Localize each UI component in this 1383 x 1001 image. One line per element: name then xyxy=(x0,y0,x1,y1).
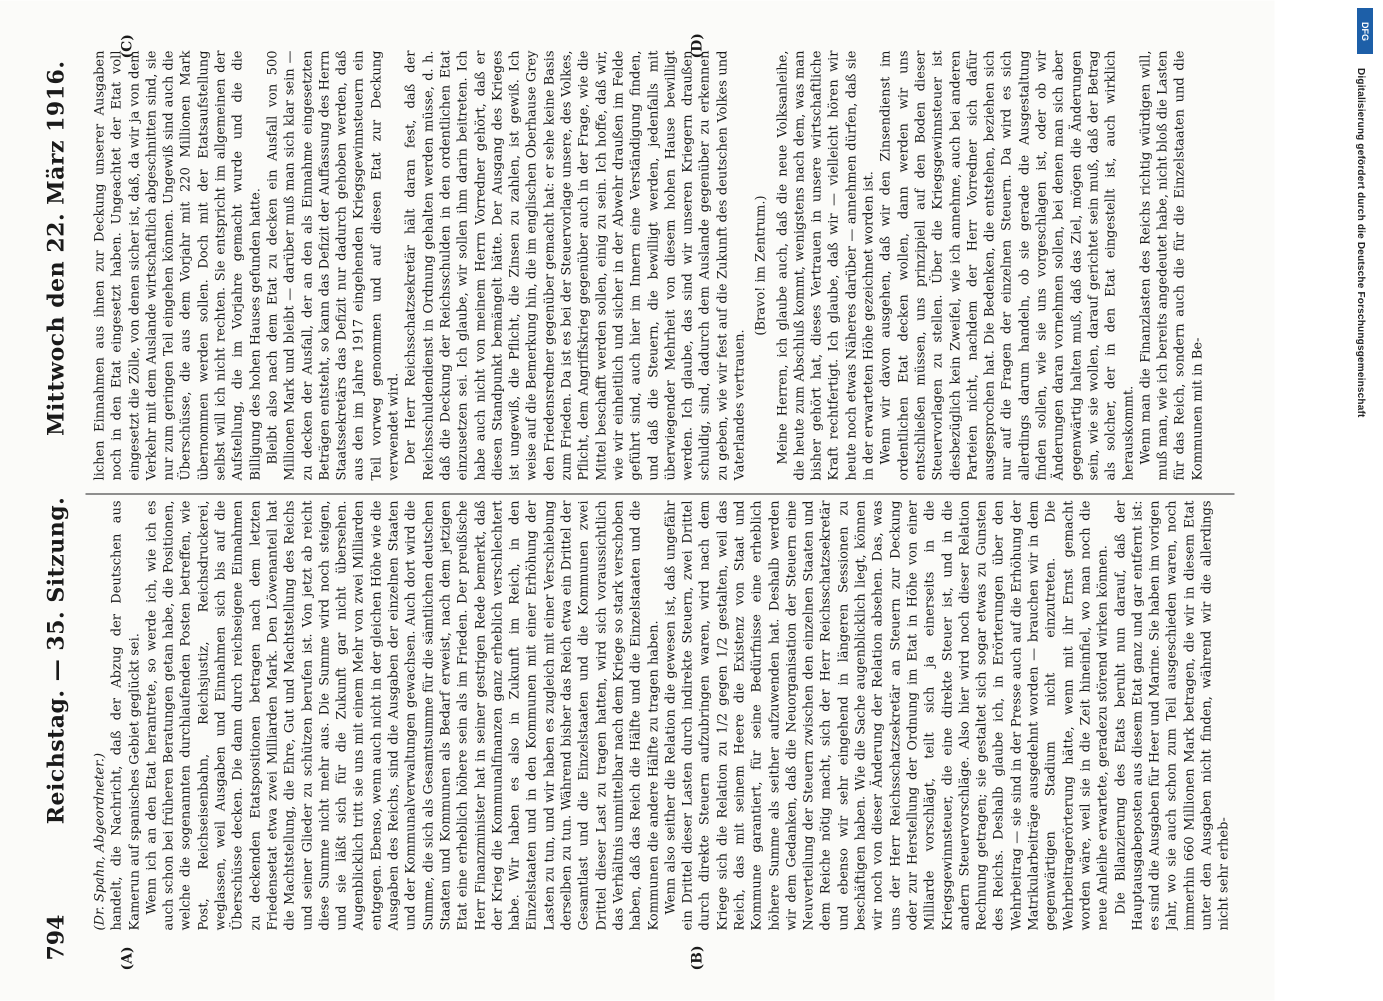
digitization-credit xyxy=(1355,8,1377,988)
scanned-page xyxy=(0,1,1275,1001)
session-title: Reichstag. — 35. Sitzung. xyxy=(43,496,70,825)
dfg-logo: DFG xyxy=(1357,8,1373,54)
margin-letter-c: (C) xyxy=(119,34,136,59)
paragraph: Die Bilanzierung des Etats beruht nun darauf, daß der Hauptausgabeposten aus diesem Etat ganz und gar entfernt ist: es sind die Ausgaben für Heer und Marine. Sie haben im vorigen Jahr, wo sie auch schon zum Teil ausgeschieden waren, noch immerhin 660 Millionen Mark betragen, die wir in diesem Etat unter den Ausgaben nicht finden, während wir die allerdings nicht sehr erheb- xyxy=(1113,500,1232,931)
right-text-column xyxy=(92,51,1235,481)
paragraph: Wenn man die Finanzlasten des Reichs richtig würdigen will, muß man, wie ich bereits angedeutet habe, nicht bloß die Lasten für das Reich, sondern auch die für die Einzelstaaten und die Kommunen mit in Be- xyxy=(1138,50,1206,481)
page-header xyxy=(40,41,76,961)
margin-letter-a: (A) xyxy=(119,946,136,971)
column-divider xyxy=(86,494,1235,495)
applause-note: (Bravo! im Zentrum.) xyxy=(753,195,769,336)
paragraph: Der Herr Reichsschatzsekretär hält daran fest, daß der Reichsschuldendienst in Ordnung gehalten werden müsse, d. h. daß die Deckung der Reichsschulden in den ordentlichen Etat einzusetzen sei. Ich glaube, wir sollen ihm darin beitreten. Ich habe auch nicht von meinem Herrn Vorredner gehört, daß er diesen Standpunkt bemängelt hätte. Der Ausgang des Krieges ist ungewiß, die Pflicht, die Zinsen zu zahlen, ist gewiß. Ich weise auf die Bemerkung hin, die im englischen Oberhause Grey den Friedensredner gegenüber gemacht hat: er sehe keine Basis zum Frieden. Da ist es bei der Steuervorlage unsere, des Volkes, Pflicht, dem Angriffskrieg gegenüber auch in der Frage, wie die Mittel beschafft werden sollen, einig zu sein. Ich hoffe, daß wir, wie wir einheitlich und sicher in der Abwehr draußen im Felde geführt sind, auch hier im Innern eine Verständigung finden, und daß die Steuern, die bewilligt werden, jedenfalls mit überwiegender Mehrheit von diesem hohen Hause bewilligt werden. Ich glaube, das sind wir unseren Kriegern draußen schuldig, sind, dadurch dem Auslande gegenüber zu erkennen zu geben, wie wir fest auf die Zukunft des deutschen Volkes und Vaterlandes vertrauen. xyxy=(403,50,748,481)
session-date: Mittwoch den 22. März 1916. xyxy=(43,60,70,436)
paragraph: handelt, die Nachricht, daß der Abzug der Deutschen aus Kamerun auf spanisches Gebiet geglückt sei. xyxy=(109,500,143,931)
paragraph: Wenn ich an den Etat herantrete, so werde ich, wie ich es auch schon bei früheren Beratungen getan habe, die Positionen, welche die sogenannten durchlaufenden Posten betreffen, wie Post, Reichseisenbahn, Reichsjustiz, Reichsdruckerei, weglassen, weil Ausgaben und Einnahmen sich bis auf die Überschüsse decken. Die dann durch reichseigene Einnahmen zu deckenden Etatspositionen betragen nach dem letzten Friedensetat etwa zwei Milliarden Mark. Den Löwenanteil hat die Machtstellung, die Ehre, Gut und Machtstellung des Reichs und seiner Glieder zu schützen berufen ist. Von jetzt ab reicht diese Summe nicht mehr aus. Die Summe wird noch steigen, und sie läßt sich für die Zukunft gar nicht übersehen. Augenblicklich tritt sie uns mit einem Mehr von zwei Milliarden entgegen. Ebenso, wenn auch nicht in der gleichen Höhe wie die Ausgaben des Reichs, sind die Ausgaben der einzelnen Staaten und der Kommunalverwaltungen gewachsen. Auch dort wird die Summe, die sich als Gesamtsumme für die sämtlichen deutschen Staaten und Kommunen als Bedarf erweist, nach dem jetzigen Etat eine erheblich höhere sein als im Frieden. Der preußische Herr Finanzminister hat in seiner gestrigen Rede bemerkt, daß der Krieg die Kommunalfinanzen ganz erheblich verschlechtert habe. Wir haben es also in Zukunft im Reich, in den Einzelstaaten und in den Kommunen mit einer Erhöhung der Lasten zu tun, und wir haben es zugleich mit einer Verschiebung derselben zu tun. Während bisher das Reich etwa ein Drittel der Gesamtlast und die Einzelstaaten und die Kommunen zwei Drittel dieser Last zu tragen hatten, wird sich voraussichtlich das Verhältnis unmittelbar nach dem Kriege so stark verschoben haben, daß das Reich die Hälfte und die Einzelstaaten und die Kommunen die andere Hälfte zu tragen haben. xyxy=(144,500,661,931)
left-text-column xyxy=(92,501,1235,931)
margin-letter-b: (B) xyxy=(689,945,706,971)
margin-letter-d: (D) xyxy=(689,33,706,59)
page-number: 794 xyxy=(43,914,70,961)
paragraph: Wenn wir davon ausgehen, daß wir den Zinsendienst im ordentlichen Etat decken wollen, dann werden wir uns entschließen müssen, uns prinzipiell auf den Boden dieser Steuervorlagen zu stellen. Über die Kriegsgewinnsteuer ist diesbezüglich kein Zweifel, wie ich annehme, auch bei anderen Parteien nicht, nachdem der Herr Vorredner sich dafür ausgesprochen hat. Die Bedenken, die entstehen, beziehen sich nur auf die Fragen der einzelnen Steuern. Da wird es sich allerdings darum handeln, ob sie gerade die Ausgestaltung finden sollen, wie sie uns vorgeschlagen ist, oder ob wir Änderungen daran vornehmen sollen, bei denen man sich aber gegenwärtig halten muß, daß das Ziel, mögen die Änderungen sein, wie sie wollen, darauf gerichtet sein muß, daß der Betrag als solcher, der in den Etat eingestellt ist, auch wirklich herauskommt. xyxy=(878,50,1137,481)
paragraph: Meine Herren, ich glaube auch, daß die neue Volksanleihe, die heute zum Abschluß kommt, wenigstens nach dem, was man bisher gehört hat, dieses Vertrauen in unsere wirtschaftliche Kraft rechtfertigt. Ich glaube, daß wir — vielleicht hören wir heute noch etwas Näheres darüber — annehmen dürfen, daß sie in der erwarteten Höhe gezeichnet worden ist. xyxy=(775,50,877,481)
credit-text: Digitalisierung gefördert durch die Deutsche Forschungsgemeinschaft xyxy=(1355,68,1366,418)
paragraph: Wenn also seither die Relation die gewesen ist, daß ungefähr ein Drittel dieser Lasten durch indirekte Steuern, zwei Drittel durch direkte Steuern aufzubringen waren, wird nach dem Kriege sich die Relation zu 1/2 gegen 1/2 gestalten, weil das Reich, das mit seinem Heere die Existenz von Staat und Kommune garantiert, für seine Bedürfnisse eine erheblich höhere Summe als seither aufzuwenden hat. Deshalb werden wir dem Gedanken, daß die Neuorganisation der Steuern eine Neuverteilung der Steuern zwischen den einzelnen Staaten und dem Reiche nötig macht, sich der Herr Reichsschatzsekretär und ebenso wir sehr eingehend in längeren Sessionen zu beschäftigen haben. Wie die Sache augenblicklich liegt, können wir noch von dieser Änderung der Relation absehen. Das, was uns der Herr Reichsschatzsekretär an Steuern zur Deckung oder zur Herstellung der Ordnung im Etat in Höhe von einer Milliarde vorschlägt, teilt sich ja einerseits in die Kriegsgewinnsteuer, die eine direkte Steuer ist, und in die andern Steuervorschläge. Also hier wird noch dieser Relation Rechnung getragen; sie gestaltet sich sogar etwas zu Gunsten des Reichs. Deshalb glaube ich, in Erörterungen über den Wehrbeitrag — sie sind in der Presse auch auf die Erhöhung der Matrikularbeiträge ausgedehnt worden — brauchen wir in dem gegenwärtigen Stadium nicht einzutreten. Die Wehrbeitragerörterung hätte, wenn mit ihr Ernst gemacht worden wäre, weil sie in die Zeit hineinfiel, wo man noch die neue Anleihe erwartete, geradezu störend wirken können. xyxy=(663,500,1111,931)
paragraph: lichen Einnahmen aus ihnen zur Deckung unserer Ausgaben noch in den Etat eingesetzt haben. Ungeachtet der Etat voll eingesetzt die Zölle, von denen sicher ist, daß, da wir ja von dem Verkehr mit dem Auslande wirtschaftlich abgeschnitten sind, sie nur zum geringen Teil eingehen können. Ungewiß sind auch die Überschüsse, die aus dem Vorjahr mit 220 Millionen Mark übernommen werden sollen. Doch mit der Etatsaufstellung selbst will ich nicht rechten. Sie entspricht im allgemeinen der Aufstellung, die im Vorjahre gemacht wurde und die die Billigung des hohen Hauses gefunden hatte. xyxy=(92,50,264,481)
paragraph: Bleibt also nach dem Etat zu decken ein Ausfall von 500 Millionen Mark und bleibt — darüber muß man sich klar sein — zu decken der Ausfall, der an den als Einnahme eingesetzten Beträgen entsteht, so kann das Defizit der Auffassung des Herrn Staatssekretärs das Defizit nur dadurch gehoben werden, daß aus den im Jahre 1917 eingehenden Kriegsgewinnsteuern ein Teil vorweg genommen und auf diesen Etat zur Deckung verwendet wird. xyxy=(265,50,402,481)
speaker-attribution: (Dr. Spahn, Abgeordneter.) xyxy=(92,752,108,931)
